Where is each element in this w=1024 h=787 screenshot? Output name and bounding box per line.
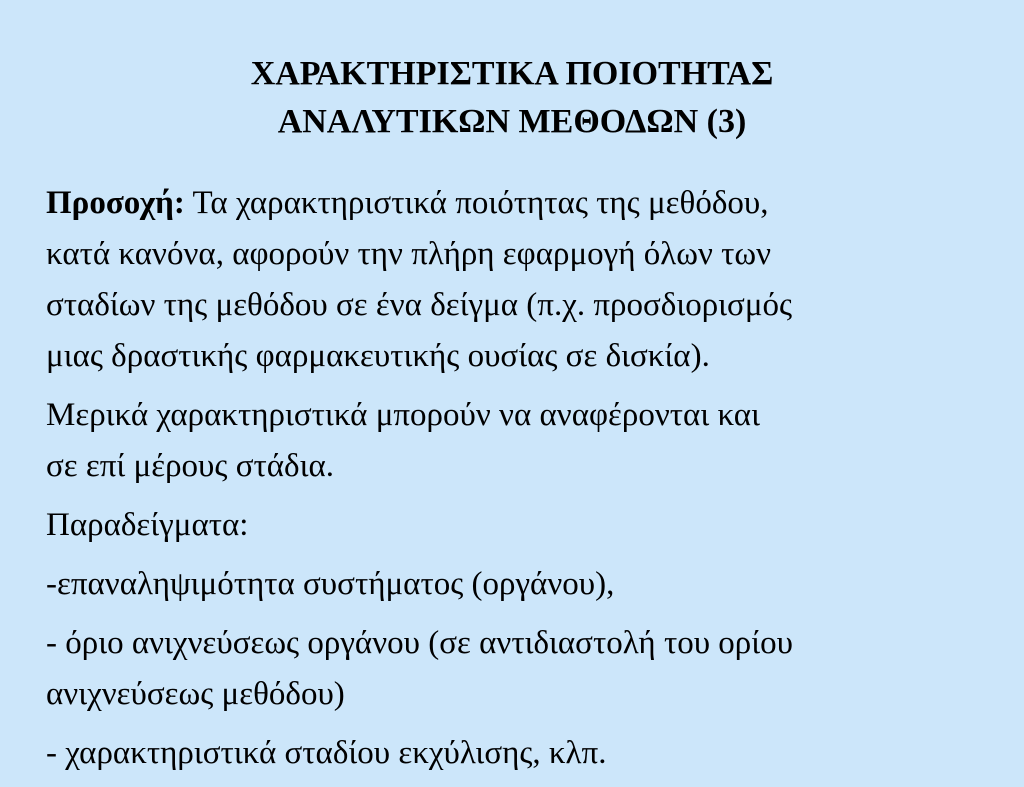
example-item-2-line-2: ανιχνεύσεως μεθόδου) [46, 676, 345, 712]
examples-heading: Παραδείγματα: [46, 507, 249, 543]
paragraph-examples-heading [46, 500, 986, 551]
example-item-2-line-1: - όριο ανιχνεύσεως οργάνου (σε αντιδιαστολή του ορίου [46, 625, 793, 661]
caution-line-4: μιας δραστικής φαρμακευτικής ουσίας σε δισκία). [46, 338, 710, 374]
example-item-1 [46, 559, 986, 610]
example-item-2 [46, 618, 986, 720]
slide-body [46, 178, 986, 787]
example-item-3-line-1: - χαρακτηριστικά σταδίου εκχύλισης, κλπ. [46, 735, 607, 771]
title-line-2: ΑΝΑΛΥΤΙΚΩΝ ΜΕΘΟΔΩΝ (3) [277, 103, 747, 140]
caution-line-1 [46, 178, 986, 229]
some-characteristics-line-1: Μερικά χαρακτηριστικά μπορούν να αναφέρονται και [46, 397, 760, 433]
some-characteristics-line-2: σε επί μέρους στάδια. [46, 448, 335, 484]
example-item-3 [46, 728, 986, 779]
paragraph-some-characteristics [46, 390, 986, 492]
caution-line-2: κατά κανόνα, αφορούν την πλήρη εφαρμογή όλων των [46, 236, 772, 272]
title-line-1: ΧΑΡΑΚΤΗΡΙΣΤΙΚΑ ΠΟΙΟΤΗΤΑΣ [250, 55, 774, 92]
caution-line-3: σταδίων της μεθόδου σε ένα δείγμα (π.χ. προσδιορισμός [46, 287, 793, 323]
slide-title [0, 50, 1024, 146]
paragraph-caution [46, 178, 986, 382]
caution-label: Προσοχή: [46, 185, 185, 221]
example-item-1-line-1: -επαναληψιμότητα συστήματος (οργάνου), [46, 566, 615, 602]
caution-text-start: Τα χαρακτηριστικά ποιότητας της μεθόδου, [184, 185, 769, 221]
